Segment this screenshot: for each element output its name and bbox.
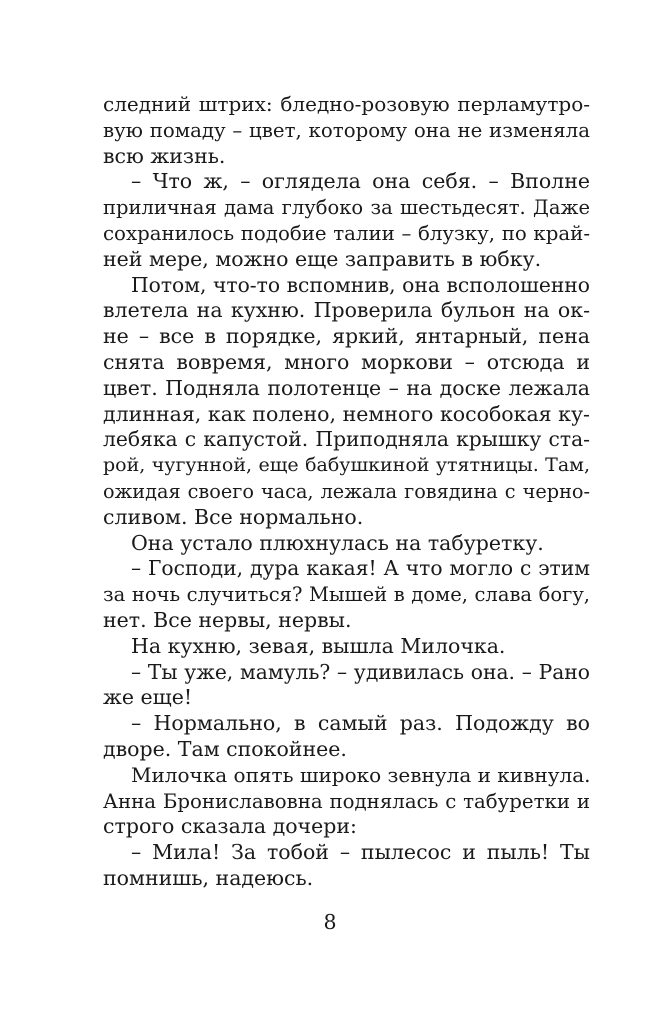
text-line: На кухню, зевая, вышла Милочка. xyxy=(131,633,506,658)
text-line: – Ты уже, мамуль? – удивилась она. – Рано xyxy=(131,659,590,684)
text-line: влетела на кухню. Проверила бульон на ок- xyxy=(103,298,590,323)
text-line: рой, чугунной, еще бабушкиной утятницы. Там, xyxy=(103,454,590,477)
text-line: не – все в порядке, яркий, янтарный, пена xyxy=(103,324,590,349)
text-line: Она устало плюхнулась на табуретку. xyxy=(131,530,544,555)
text-line: сохранилось подобие талии – блузку, по край- xyxy=(103,221,590,245)
text-line: – Мила! За тобой – пылесос и пыль! Ты xyxy=(131,840,590,865)
text-line: сливом. Все нормально. xyxy=(103,504,364,529)
body-text xyxy=(103,92,590,892)
text-line: ней мере, можно еще заправить в юбку. xyxy=(103,246,542,271)
text-line: за ночь случиться? Мышей в доме, слава богу, xyxy=(103,583,590,607)
text-line: дворе. Там спокойнее. xyxy=(103,736,347,761)
page-number: 8 xyxy=(323,910,337,934)
text-line: строго сказала дочери: xyxy=(103,814,357,839)
text-line: ожидая своего часа, лежала говядина с черно- xyxy=(103,479,590,503)
text-line: нет. Все нервы, нервы. xyxy=(103,607,352,632)
text-line: – Нормально, в самый раз. Подожду во xyxy=(131,711,590,736)
text-line: цвет. Подняла полотенце – на доске лежала xyxy=(103,375,590,400)
text-line: следний штрих: бледно-розовую перламутро- xyxy=(103,92,590,116)
text-line: длинная, как полено, немного кособокая ку- xyxy=(103,401,590,426)
text-line: помнишь, надеюсь. xyxy=(103,865,314,890)
text-line: лебяка с капустой. Приподняла крышку ста- xyxy=(103,427,590,452)
text-line: же еще! xyxy=(103,685,193,710)
text-line: вую помаду – цвет, которому она не изменяла xyxy=(103,118,590,142)
text-line: Потом, что-то вспомнив, она всполошенно xyxy=(131,272,590,297)
text-line: – Господи, дура какая! А что могло с этим xyxy=(131,556,590,581)
text-line: всю жизнь. xyxy=(103,143,226,168)
text-line: Анна Брониславовна поднялась с табуретки и xyxy=(103,789,590,813)
text-line: – Что ж, – оглядела она себя. – Вполне xyxy=(131,169,590,194)
text-line: снята вовремя, много моркови – отсюда и xyxy=(103,349,590,374)
text-line: приличная дама глубоко за шестьдесят. Даже xyxy=(103,196,590,220)
text-line: Милочка опять широко зевнула и кивнула. xyxy=(131,762,591,787)
